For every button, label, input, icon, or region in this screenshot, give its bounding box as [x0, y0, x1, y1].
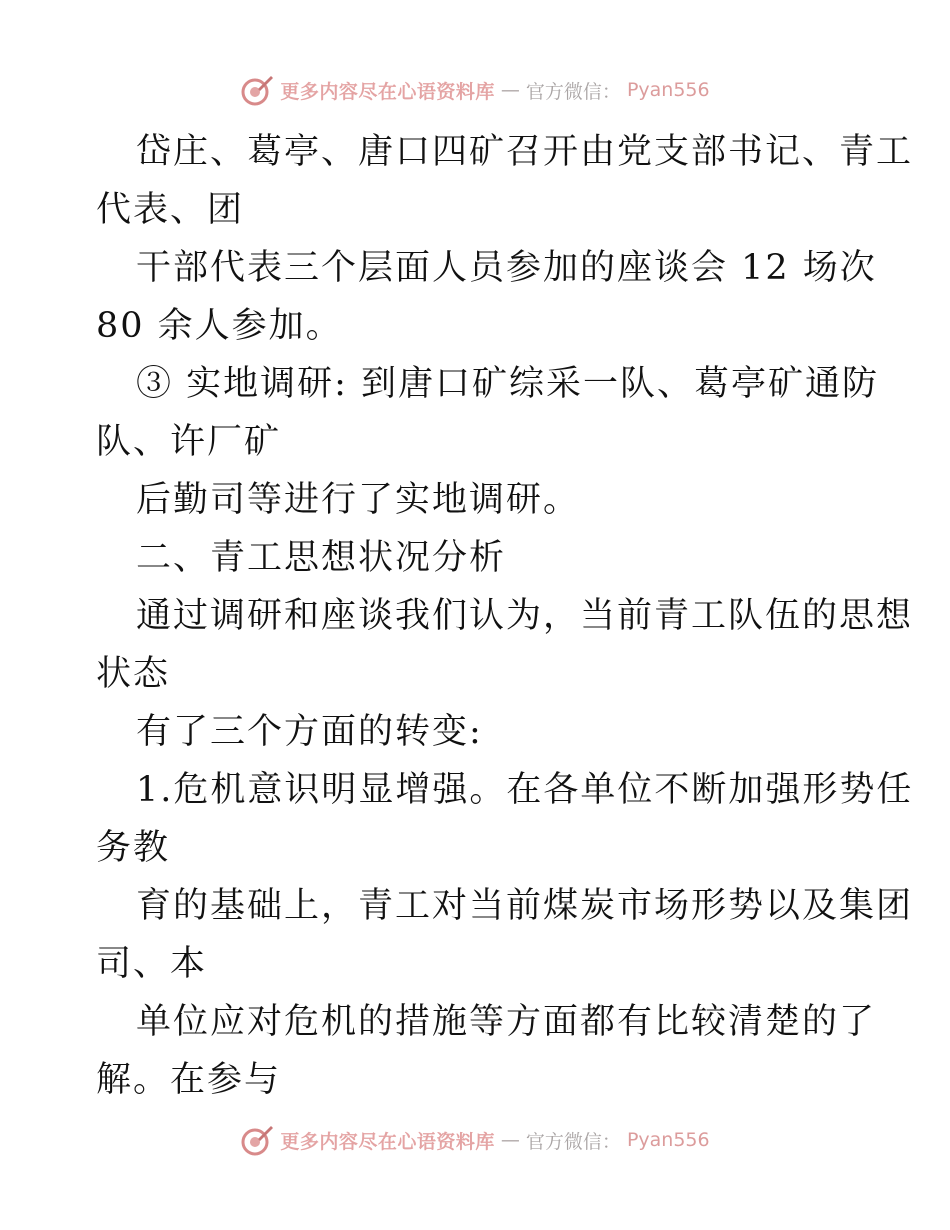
text-line: 代表、团: [96, 190, 245, 230]
watermark-brand: 更多内容尽在心语资料库: [280, 1130, 495, 1153]
text-line: 干部代表三个层面人员参加的座谈会 12 场次: [136, 248, 877, 288]
watermark-label: 官方微信：: [525, 1130, 621, 1153]
watermark-logo-icon: [240, 1123, 274, 1157]
text-line: 岱庄、葛亭、唐口四矿召开由党支部书记、青工: [136, 132, 914, 172]
text-line: 后勤司等进行了实地调研。: [136, 480, 581, 520]
text-line: 育的基础上，青工对当前煤炭市场形势以及集团: [136, 886, 914, 926]
text-line: 单位应对危机的措施等方面都有比较清楚的了: [136, 1002, 877, 1042]
text-line: 80 余人参加。: [96, 306, 343, 346]
text-line: 务教: [96, 828, 171, 868]
section-heading: 二、青工思想状况分析: [136, 538, 507, 578]
header-watermark: [0, 70, 950, 110]
text-line: 队、许厂矿: [96, 422, 282, 462]
text-line: 解。在参与: [96, 1060, 282, 1100]
watermark-wechat-id: Pyan556: [626, 79, 710, 101]
text-line: 1.危机意识明显增强。在各单位不断加强形势任: [136, 770, 914, 810]
document-body: [96, 123, 914, 1109]
watermark-brand: 更多内容尽在心语资料库: [280, 80, 495, 103]
watermark-logo-icon: [240, 73, 274, 107]
text-line: 通过调研和座谈我们认为，当前青工队伍的思想: [136, 596, 914, 636]
text-line: 司、本: [96, 944, 208, 984]
watermark-label: 官方微信：: [525, 80, 621, 103]
text-line: ③ 实地调研: 到唐口矿综采一队、葛亭矿通防: [136, 364, 880, 404]
text-line: 有了三个方面的转变:: [136, 712, 483, 752]
watermark-wechat-id: Pyan556: [626, 1129, 710, 1151]
watermark-separator: —: [500, 79, 520, 101]
watermark-separator: —: [500, 1129, 520, 1151]
text-line: 状态: [96, 654, 171, 694]
footer-watermark: [0, 1120, 950, 1160]
